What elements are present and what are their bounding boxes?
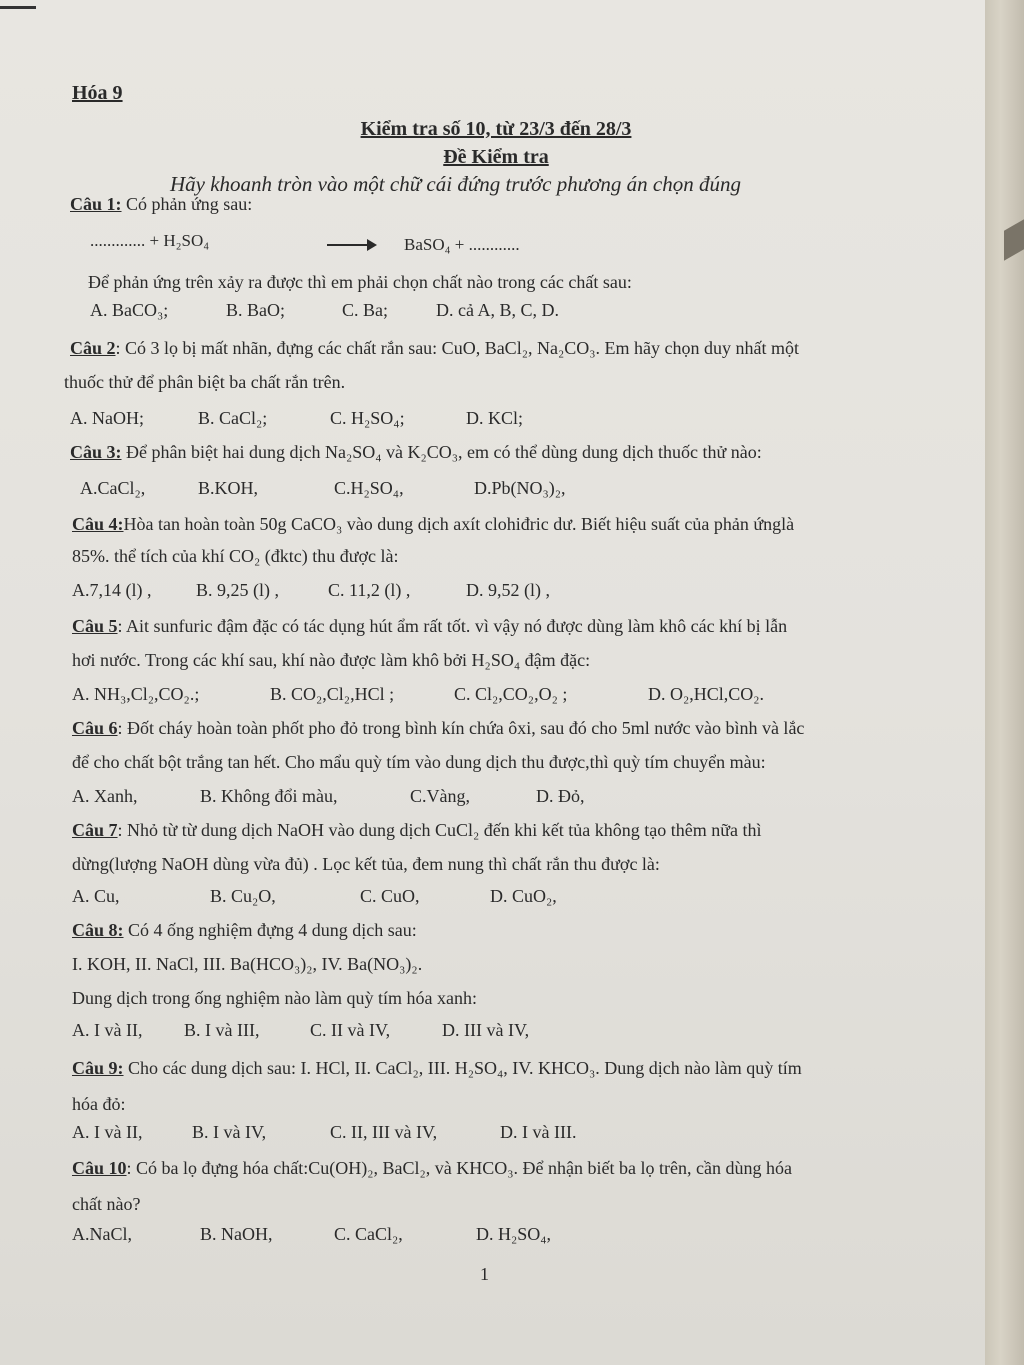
q2-option-a[interactable]: A. NaOH; — [70, 408, 144, 428]
question-1-text2: Để phản ứng trên xảy ra được thì em phải chọn chất nào trong các chất sau: — [88, 272, 632, 292]
question-1-text: Có phản ứng sau: — [121, 194, 253, 214]
edge-mark — [1004, 219, 1024, 261]
q4-option-d[interactable]: D. 9,52 (l) , — [466, 580, 550, 600]
question-8-label: Câu 8: — [72, 920, 124, 940]
q2-option-d[interactable]: D. KCl; — [466, 408, 524, 428]
question-6-options — [0, 786, 992, 812]
q10-option-a[interactable]: A.NaCl, — [72, 1224, 132, 1244]
question-8-text3: Dung dịch trong ống nghiệm nào làm quỳ tím hóa xanh: — [72, 988, 477, 1008]
q8-option-b[interactable]: B. I và III, — [184, 1020, 260, 1040]
question-10-text: : Có ba lọ đựng hóa chất:Cu(OH)₂, BaCl₂, và KHCO₃. Để nhận biết ba lọ trên, cần dùng hóa — [126, 1158, 792, 1178]
q4-option-c[interactable]: C. 11,2 (l) , — [328, 580, 411, 600]
question-8-text: Có 4 ống nghiệm đựng 4 dung dịch sau: — [123, 920, 417, 940]
q8-option-c[interactable]: C. II và IV, — [310, 1020, 391, 1040]
question-8-options — [0, 1020, 992, 1046]
page-number: 1 — [480, 1264, 489, 1284]
q1-option-a[interactable]: A. BaCO₃; — [90, 300, 169, 320]
question-2-text2: thuốc thử để phân biệt ba chất rắn trên. — [64, 372, 346, 392]
question-5-label: Câu 5 — [72, 616, 118, 636]
q6-option-b[interactable]: B. Không đổi màu, — [200, 786, 338, 806]
q8-option-d[interactable]: D. III và IV, — [442, 1020, 530, 1040]
question-5-text2: hơi nước. Trong các khí sau, khí nào được làm khô bởi H₂SO₄ đậm đặc: — [72, 650, 591, 670]
question-4-label: Câu 4: — [72, 514, 124, 534]
instruction: Hãy khoanh tròn vào một chữ cái đứng trước phương án chọn đúng — [170, 172, 741, 196]
question-6-text: : Đốt cháy hoàn toàn phốt pho đỏ trong bình kín chứa ôxi, sau đó cho 5ml nước vào bình và lắc — [117, 718, 805, 738]
question-1-options — [0, 300, 992, 326]
q6-option-d[interactable]: D. Đỏ, — [536, 786, 585, 806]
question-2-options — [0, 408, 992, 434]
reaction-left: ............. + H₂SO₄ — [90, 231, 210, 250]
question-9 — [72, 1058, 802, 1079]
q9-option-d[interactable]: D. I và III. — [500, 1122, 577, 1142]
question-7-label: Câu 7 — [72, 820, 118, 840]
question-9-text2: hóa đỏ: — [72, 1094, 126, 1114]
q2-option-c[interactable]: C. H₂SO₄; — [330, 408, 405, 428]
question-9-options — [0, 1122, 992, 1148]
q6-option-c[interactable]: C.Vàng, — [410, 786, 470, 806]
q4-option-b[interactable]: B. 9,25 (l) , — [196, 580, 279, 600]
question-6-text2: để cho chất bột trắng tan hết. Cho mẩu quỳ tím vào dung dịch thu được,thì quỳ tím chuyển màu: — [72, 752, 766, 772]
q10-option-b[interactable]: B. NaOH, — [200, 1224, 273, 1244]
question-1-label: Câu 1: — [70, 194, 122, 214]
exam-title-text: Kiểm tra số 10, từ 23/3 đến 28/3 — [360, 118, 632, 140]
question-8 — [72, 920, 417, 941]
q10-option-d[interactable]: D. H₂SO₄, — [476, 1224, 552, 1244]
question-3-text: Để phân biệt hai dung dịch Na₂SO₄ và K₂CO₃, em có thể dùng dung dịch thuốc thử nào: — [121, 442, 762, 462]
question-6 — [72, 718, 804, 739]
question-2-text: : Có 3 lọ bị mất nhãn, đựng các chất rắn sau: CuO, BaCl₂, Na₂CO₃. Em hãy chọn duy nhất một — [115, 338, 799, 358]
question-3-label: Câu 3: — [70, 442, 122, 462]
q3-option-d[interactable]: D.Pb(NO₃)₂, — [474, 478, 566, 498]
q9-option-b[interactable]: B. I và IV, — [192, 1122, 267, 1142]
q6-option-a[interactable]: A. Xanh, — [72, 786, 138, 806]
question-3 — [70, 442, 762, 463]
subject-label: Hóa 9 — [72, 82, 123, 104]
q5-option-d[interactable]: D. O₂,HCl,CO₂. — [648, 684, 765, 704]
question-5-text: : Ait sunfuric đậm đặc có tác dụng hút ẩm rất tốt. vì vậy nó được dùng làm khô các khí bị lẫn — [117, 616, 788, 636]
q10-option-c[interactable]: C. CaCl₂, — [334, 1224, 403, 1244]
reaction-arrow-icon — [327, 244, 375, 246]
question-10 — [72, 1158, 792, 1179]
q9-option-a[interactable]: A. I và II, — [72, 1122, 143, 1142]
q4-option-a[interactable]: A.7,14 (l) , — [72, 580, 152, 600]
q5-option-a[interactable]: A. NH₃,Cl₂,CO₂.; — [72, 684, 200, 704]
question-10-label: Câu 10 — [72, 1158, 127, 1178]
q8-option-a[interactable]: A. I và II, — [72, 1020, 143, 1040]
question-4-text2: 85%. thể tích của khí CO₂ (đktc) thu được là: — [72, 546, 399, 566]
question-10-options — [0, 1224, 992, 1250]
q1-option-c[interactable]: C. Ba; — [342, 300, 389, 320]
q3-option-c[interactable]: C.H₂SO₄, — [334, 478, 404, 498]
q7-option-d[interactable]: D. CuO₂, — [490, 886, 557, 906]
question-5-options — [0, 684, 992, 710]
question-6-label: Câu 6 — [72, 718, 118, 738]
reaction-right: BaSO₄ + ............ — [404, 235, 520, 254]
q7-option-c[interactable]: C. CuO, — [360, 886, 420, 906]
question-7-text: : Nhỏ từ từ dung dịch NaOH vào dung dịch CuCl₂ đến khi kết tủa không tạo thêm nữa thì — [117, 820, 762, 840]
exam-subtitle-text: Đề Kiểm tra — [443, 146, 549, 168]
q1-option-b[interactable]: B. BaO; — [226, 300, 286, 320]
question-1 — [70, 194, 252, 215]
question-4 — [72, 514, 794, 535]
question-7-options — [0, 886, 992, 912]
question-4-text: Hòa tan hoàn toàn 50g CaCO₃ vào dung dịch axít clohiđric dư. Biết hiệu suất của phản ứnglà — [123, 514, 795, 534]
question-5 — [72, 616, 787, 637]
question-7 — [72, 820, 761, 841]
exam-subtitle — [0, 146, 992, 169]
question-4-options — [0, 580, 992, 606]
q5-option-c[interactable]: C. Cl₂,CO₂,O₂ ; — [454, 684, 568, 704]
question-9-text: Cho các dung dịch sau: I. HCl, II. CaCl₂, III. H₂SO₄, IV. KHCO₃. Dung dịch nào làm quỳ tím — [123, 1058, 802, 1078]
exam-title — [0, 118, 992, 141]
q1-option-d[interactable]: D. cả A, B, C, D. — [436, 300, 559, 320]
q5-option-b[interactable]: B. CO₂,Cl₂,HCl ; — [270, 684, 395, 704]
question-7-text2: dừng(lượng NaOH dùng vừa đủ) . Lọc kết tủa, đem nung thì chất rắn thu được là: — [72, 854, 660, 874]
question-8-text2: I. KOH, II. NaCl, III. Ba(HCO₃)₂, IV. Ba(NO₃)₂. — [72, 954, 423, 974]
q3-option-a[interactable]: A.CaCl₂, — [80, 478, 146, 498]
question-3-options — [0, 478, 992, 504]
question-10-text2: chất nào? — [72, 1194, 141, 1214]
question-2 — [70, 338, 799, 359]
q2-option-b[interactable]: B. CaCl₂; — [198, 408, 268, 428]
question-2-label: Câu 2 — [70, 338, 116, 358]
q9-option-c[interactable]: C. II, III và IV, — [330, 1122, 438, 1142]
question-9-label: Câu 9: — [72, 1058, 124, 1078]
q7-option-a[interactable]: A. Cu, — [72, 886, 120, 906]
q3-option-b[interactable]: B.KOH, — [198, 478, 259, 498]
q7-option-b[interactable]: B. Cu₂O, — [210, 886, 276, 906]
